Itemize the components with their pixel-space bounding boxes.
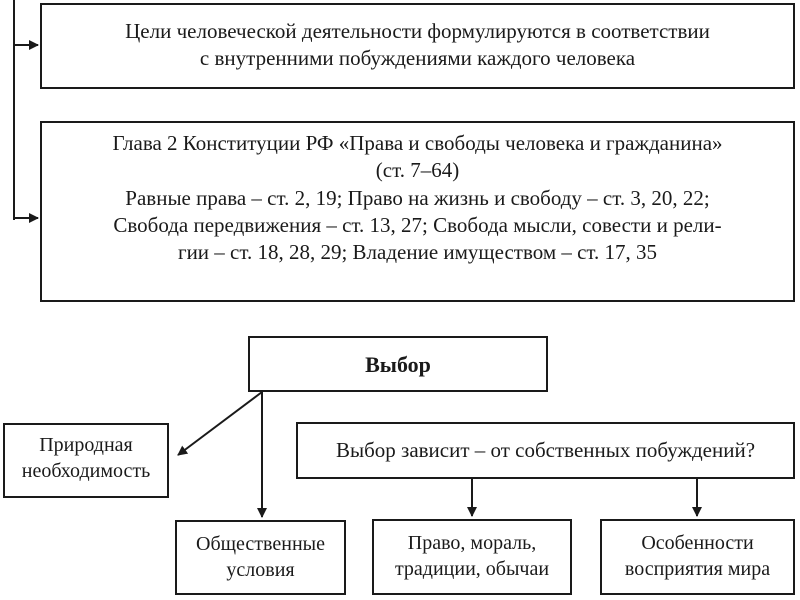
natural-necessity-line: Природная — [39, 434, 133, 456]
constitution-articles-range: (ст. 7–64) — [375, 158, 460, 183]
perception-box — [600, 519, 795, 595]
natural-necessity-box — [3, 423, 169, 498]
natural-necessity-line: необходимость — [21, 459, 151, 482]
choice-depends-label: Выбор зависит – от собственных побуждений? — [335, 438, 756, 462]
constitution-title: Глава 2 Конституции РФ «Права и свободы человека и гражданина» — [112, 131, 723, 155]
social-conditions-line: Общественные — [196, 533, 325, 555]
constitution-text-line: гии – ст. 18, 28, 29; Владение имуществом – ст. 17, 35 — [177, 240, 658, 265]
constitution-text-line: Свобода передвижения – ст. 13, 27; Свобода мысли, совести и рели- — [113, 212, 722, 237]
choice-depends-box — [296, 422, 795, 479]
constitution-box — [40, 121, 795, 302]
choice-label: Выбор — [365, 352, 431, 377]
law-morals-line: традиции, обычаи — [394, 557, 550, 580]
law-morals-line: Право, мораль, — [407, 532, 537, 554]
perception-line: восприятия мира — [624, 557, 771, 580]
law-morals-box — [372, 519, 572, 595]
arrow-choice-to-natural — [178, 392, 262, 455]
goals-text-line: Цели человеческой деятельности формулируются в соответствии — [125, 19, 710, 43]
goals-text-line: с внутренними побуждениями каждого человека — [199, 45, 636, 70]
social-conditions-box — [175, 520, 346, 595]
constitution-text-line: Равные права – ст. 2, 19; Право на жизнь и свободу – ст. 3, 20, 22; — [125, 185, 710, 210]
choice-box — [248, 336, 548, 392]
goals-box — [40, 3, 795, 89]
social-conditions-line: условия — [226, 558, 295, 581]
perception-line: Особенности — [641, 532, 754, 554]
